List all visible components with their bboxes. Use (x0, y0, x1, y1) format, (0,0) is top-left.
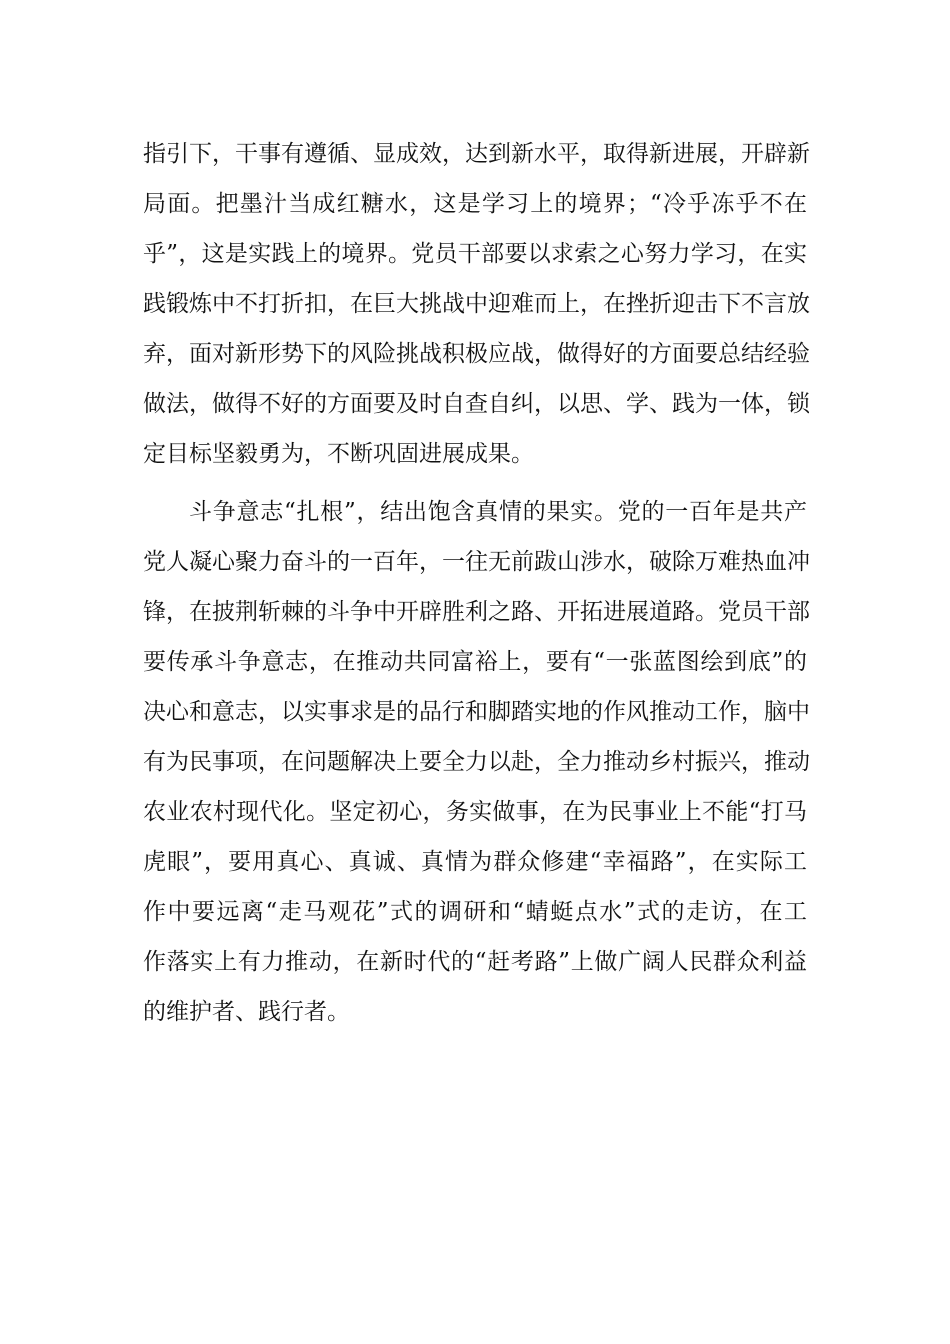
paragraph-line: 的维护者、践行者。 (143, 999, 350, 1025)
paragraph-line: 局面。把墨汁当成红糖水，这是学习上的境界；“冷乎冻乎不在 (143, 191, 807, 217)
paragraph-line: 乎”，这是实践上的境界。党员干部要以求索之心努力学习，在实 (143, 241, 807, 267)
paragraph-line: 党人凝心聚力奋斗的一百年，一往无前跋山涉水，破除万难热血冲 (143, 549, 810, 575)
paragraph-line: 农业农村现代化。坚定初心，务实做事，在为民事业上不能“打马 (143, 799, 807, 825)
paragraph-2 (143, 487, 810, 1037)
paragraph-line: 弃，面对新形势下的风险挑战积极应战，做得好的方面要总结经验 (143, 341, 810, 367)
document-body (143, 129, 810, 1045)
paragraph-line: 作落实上有力推动，在新时代的“赶考路”上做广阔人民群众利益 (143, 949, 807, 975)
paragraph-line: 做法，做得不好的方面要及时自查自纠，以思、学、践为一体，锁 (143, 391, 810, 417)
paragraph-line: 有为民事项，在问题解决上要全力以赴，全力推动乡村振兴，推动 (143, 749, 810, 775)
paragraph-line: 斗争意志“扎根”，结出饱含真情的果实。党的一百年是共产 (189, 499, 807, 525)
paragraph-line: 虎眼”，要用真心、真诚、真情为群众修建“幸福路”，在实际工 (143, 849, 807, 875)
paragraph-line: 定目标坚毅勇为，不断巩固进展成果。 (143, 441, 534, 467)
paragraph-line: 作中要远离“走马观花”式的调研和“蜻蜓点水”式的走访，在工 (143, 899, 807, 925)
paragraph-line: 践锻炼中不打折扣，在巨大挑战中迎难而上，在挫折迎击下不言放 (143, 291, 810, 317)
paragraph-line: 锋，在披荆斩棘的斗争中开辟胜利之路、开拓进展道路。党员干部 (143, 599, 810, 625)
paragraph-line: 要传承斗争意志，在推动共同富裕上，要有“一张蓝图绘到底”的 (143, 649, 807, 675)
paragraph-line: 决心和意志，以实事求是的品行和脚踏实地的作风推动工作，脑中 (143, 699, 810, 725)
paragraph-1 (143, 129, 810, 479)
paragraph-line: 指引下，干事有遵循、显成效，达到新水平，取得新进展，开辟新 (143, 141, 810, 167)
